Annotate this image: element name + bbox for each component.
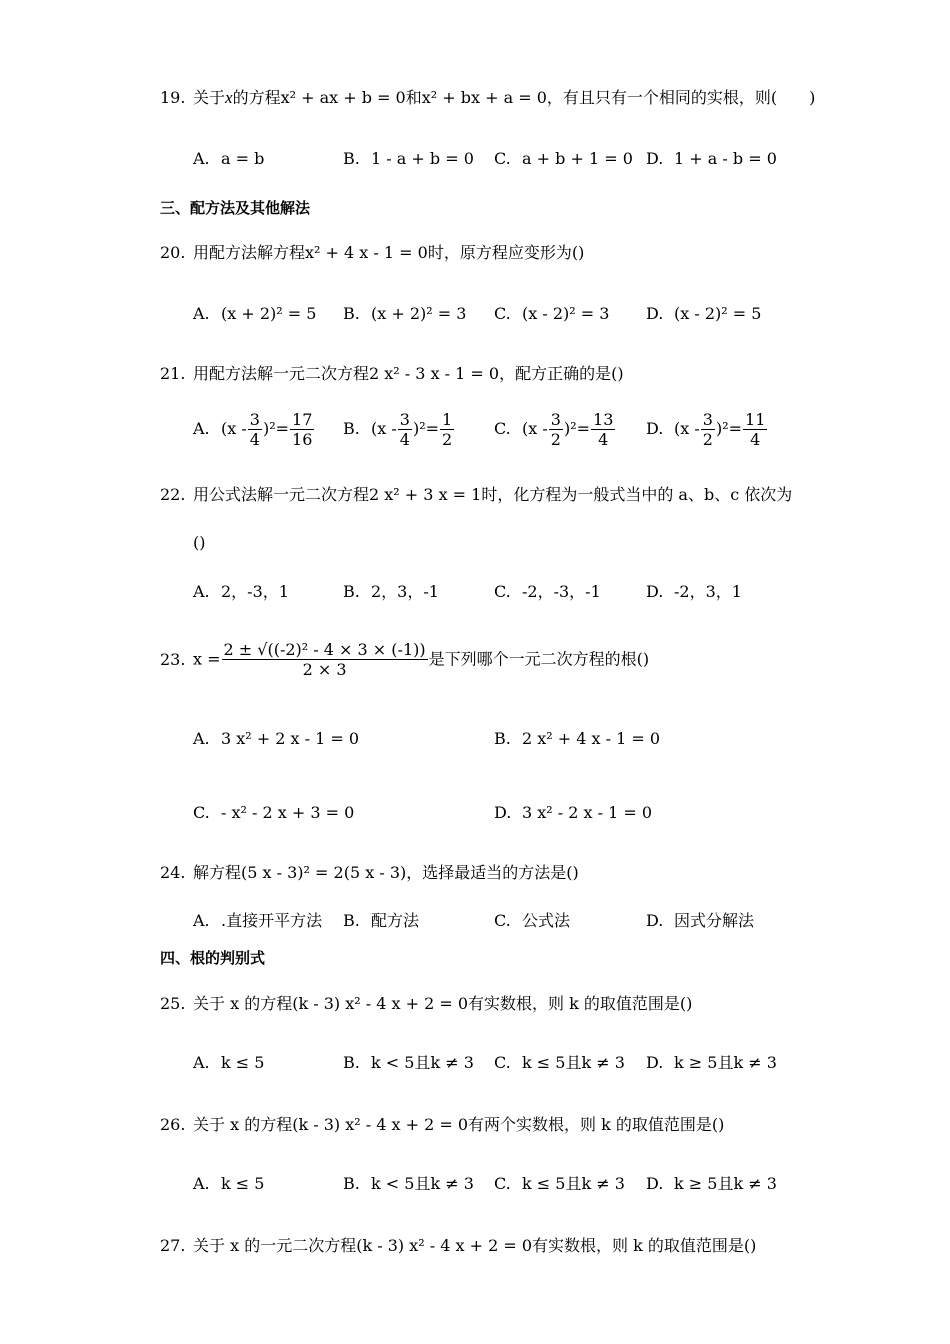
option-d[interactable]: D. 1 + a - b = 0 bbox=[646, 149, 777, 168]
equation: (k - 3) x² - 4 x + 2 = 0 bbox=[356, 1236, 533, 1255]
question-19: 19. 关于x的方程x² + ax + b = 0和x² + bx + a = 0，有且只有一个相同的实根，则( ) bbox=[160, 88, 816, 107]
option-a[interactable]: A. 2，-3，1 bbox=[193, 582, 289, 601]
option-a[interactable]: A. .直接开平方法 bbox=[193, 911, 323, 930]
option-c[interactable]: C. (x - 2)² = 3 bbox=[494, 304, 610, 323]
question-26: 26. 关于 x 的方程(k - 3) x² - 4 x + 2 = 0有两个实数根，则 k 的取值范围是() bbox=[160, 1115, 725, 1134]
option-c[interactable]: C. -2，-3，-1 bbox=[494, 582, 601, 601]
option-b[interactable]: B. 2，3，-1 bbox=[343, 582, 439, 601]
question-22-line2: () bbox=[193, 533, 206, 552]
equation: x² + bx + a = 0 bbox=[421, 88, 547, 107]
option-a[interactable]: A. 3 x² + 2 x - 1 = 0 bbox=[193, 729, 360, 748]
question-number: 19. bbox=[160, 88, 186, 107]
option-c[interactable]: C. (x - $\frac{3}{2}$ )²= $\frac{13}{4}$ bbox=[494, 410, 614, 449]
option-a[interactable]: A. (x - $\frac{3}{4}$ )²= $\frac{17}{16}$ bbox=[193, 410, 313, 449]
equation: x² + ax + b = 0 bbox=[280, 88, 406, 107]
option-a[interactable]: A. (x + 2)² = 5 bbox=[193, 304, 317, 323]
question-24: 24. 解方程(5 x - 3)² = 2(5 x - 3)，选择最适当的方法是() bbox=[160, 863, 579, 882]
option-d[interactable]: D. k ≥ 5且k ≠ 3 bbox=[646, 1174, 777, 1193]
equation: (k - 3) x² - 4 x + 2 = 0 bbox=[292, 1115, 469, 1134]
option-d[interactable]: D. (x - 2)² = 5 bbox=[646, 304, 762, 323]
equation: 2 x² - 3 x - 1 = 0 bbox=[369, 364, 500, 383]
question-23: 23. x = $\frac{\text{2 ± √((-2)² - 4 × 3 × (-1))}}{2 \times 3}$ 是下列哪个一元二次方程的根() bbox=[160, 640, 650, 679]
option-b[interactable]: B. 配方法 bbox=[343, 911, 420, 930]
option-b[interactable]: B. k < 5且k ≠ 3 bbox=[343, 1174, 474, 1193]
question-20: 20. 用配方法解方程x² + 4 x - 1 = 0时，原方程应变形为() bbox=[160, 243, 585, 262]
equation: x² + 4 x - 1 = 0 bbox=[305, 243, 428, 262]
option-c[interactable]: C. k ≤ 5且k ≠ 3 bbox=[494, 1053, 625, 1072]
option-b[interactable]: B. k < 5且k ≠ 3 bbox=[343, 1053, 474, 1072]
option-b[interactable]: B. 1 - a + b = 0 bbox=[343, 149, 474, 168]
option-d[interactable]: D. (x - $\frac{3}{2}$ )²= $\frac{11}{4}$ bbox=[646, 410, 766, 449]
option-d[interactable]: D. 因式分解法 bbox=[646, 911, 755, 930]
option-d[interactable]: D. -2，3，1 bbox=[646, 582, 742, 601]
equation: 2 x² + 3 x = 1 bbox=[369, 485, 482, 504]
option-a[interactable]: A. k ≤ 5 bbox=[193, 1053, 265, 1072]
question-27: 27. 关于 x 的一元二次方程(k - 3) x² - 4 x + 2 = 0有实数根，则 k 的取值范围是() bbox=[160, 1236, 757, 1255]
option-a[interactable]: A. a = b bbox=[193, 149, 265, 168]
question-21: 21. 用配方法解一元二次方程2 x² - 3 x - 1 = 0，配方正确的是() bbox=[160, 364, 624, 383]
option-c[interactable]: C. - x² - 2 x + 3 = 0 bbox=[193, 803, 355, 822]
equation: (5 x - 3)² = 2(5 x - 3) bbox=[241, 863, 407, 882]
equation: (k - 3) x² - 4 x + 2 = 0 bbox=[292, 994, 469, 1013]
question-25: 25. 关于 x 的方程(k - 3) x² - 4 x + 2 = 0有实数根，则 k 的取值范围是() bbox=[160, 994, 693, 1013]
option-b[interactable]: B. (x + 2)² = 3 bbox=[343, 304, 467, 323]
option-d[interactable]: D. 3 x² - 2 x - 1 = 0 bbox=[494, 803, 653, 822]
question-22: 22. 用公式法解一元二次方程2 x² + 3 x = 1时，化方程为一般式当中的 a、b、c 依次为 bbox=[160, 485, 793, 504]
option-b[interactable]: B. 2 x² + 4 x - 1 = 0 bbox=[494, 729, 661, 748]
section-heading: 四、根的判别式 bbox=[160, 949, 266, 967]
option-c[interactable]: C. k ≤ 5且k ≠ 3 bbox=[494, 1174, 625, 1193]
option-c[interactable]: C. a + b + 1 = 0 bbox=[494, 149, 633, 168]
option-b[interactable]: B. (x - $\frac{3}{4}$ )²= $\frac{1}{2}$ bbox=[343, 410, 453, 449]
option-c[interactable]: C. 公式法 bbox=[494, 911, 571, 930]
option-a[interactable]: A. k ≤ 5 bbox=[193, 1174, 265, 1193]
section-heading: 三、配方法及其他解法 bbox=[160, 199, 311, 217]
quadratic-formula: $\frac{\text{2 ± √((-2)² - 4 × 3 × (-1))}}{2 \times 3}$ bbox=[223, 640, 426, 679]
option-d[interactable]: D. k ≥ 5且k ≠ 3 bbox=[646, 1053, 777, 1072]
